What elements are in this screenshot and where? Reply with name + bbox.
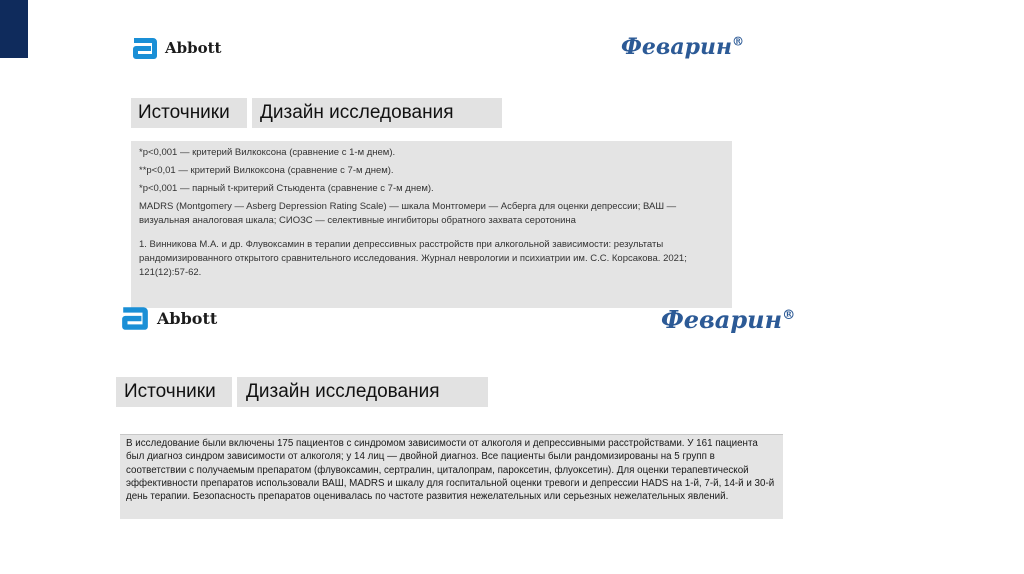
- tab-sources-label: Источники: [138, 102, 230, 123]
- registered-mark: ®: [732, 34, 745, 49]
- abbreviations: MADRS (Montgomery — Asberg Depression Rating Scale) — шкала Монтгомери — Асберга для оценки депрессии; ВАШ — визуальная аналоговая шкала; СИОЗС — селективные ингибиторы обратного захвата серотонина: [139, 201, 677, 226]
- corner-accent-bar: [0, 0, 28, 58]
- study-design-panel: [120, 434, 783, 519]
- footnote: *p<0,001 — парный t-критерий Стьюдента (сравнение с 7-м днем).: [139, 183, 434, 194]
- brand-name: Феварин: [621, 34, 732, 60]
- fevarin-brand-logo: [621, 34, 744, 60]
- abbott-logo-text: Abbott: [165, 39, 222, 57]
- tab-study-design-label: Дизайн исследования: [246, 381, 440, 402]
- fevarin-brand-logo: [661, 305, 795, 334]
- brand-name: Феварин: [661, 305, 783, 334]
- tab-study-design[interactable]: [252, 98, 502, 128]
- tab-sources[interactable]: [116, 377, 232, 407]
- tab-sources[interactable]: [131, 98, 247, 128]
- abbott-logo: [131, 36, 221, 60]
- panel-divider: [120, 434, 783, 435]
- abbott-logo-text: Abbott: [157, 308, 218, 328]
- registered-mark: ®: [782, 308, 796, 323]
- tab-study-design[interactable]: [237, 377, 488, 407]
- abbott-logo-icon: [120, 305, 150, 331]
- footnote: *p<0,001 — критерий Вилкоксона (сравнение с 1-м днем).: [139, 147, 396, 158]
- tab-sources-label: Источники: [124, 381, 216, 402]
- abbott-logo-icon: [131, 36, 159, 60]
- study-design-text: В исследование были включены 175 пациентов с синдромом зависимости от алкоголя и депрессивными расстройствами. У 161 пациента был диагноз синдром зависимости от алкоголя; у 14 лиц — двойной диагноз. Все пациенты были рандомизированы на 5 групп в соответствии с получаемым препаратом (флувоксамин, сертралин, циталопрам, пароксетин, флуоксетин). Для оценки терапевтической эффективности препаратов использовали ВАШ, MADRS и шкалу для госпитальной оценки тревоги и депрессии HADS на 1-й, 7-й, 14-й и 30-й день терапии. Безопасность препаратов оценивалась по частоте развития нежелательных или серьезных нежелательных явлений.: [126, 438, 775, 503]
- footnotes-panel: [131, 141, 732, 308]
- reference: 1. Винникова М.А. и др. Флувоксамин в терапии депрессивных расстройств при алкогольной зависимости: результаты рандомизированного открытого сравнительного исследования. Журнал неврологии и психиатрии им. С.С. Корсакова. 2021; 121(12):57-62.: [139, 239, 687, 278]
- footnote: **p<0,01 — критерий Вилкоксона (сравнение с 7-м днем).: [139, 165, 394, 176]
- tab-study-design-label: Дизайн исследования: [260, 102, 454, 123]
- abbott-logo: [120, 305, 217, 331]
